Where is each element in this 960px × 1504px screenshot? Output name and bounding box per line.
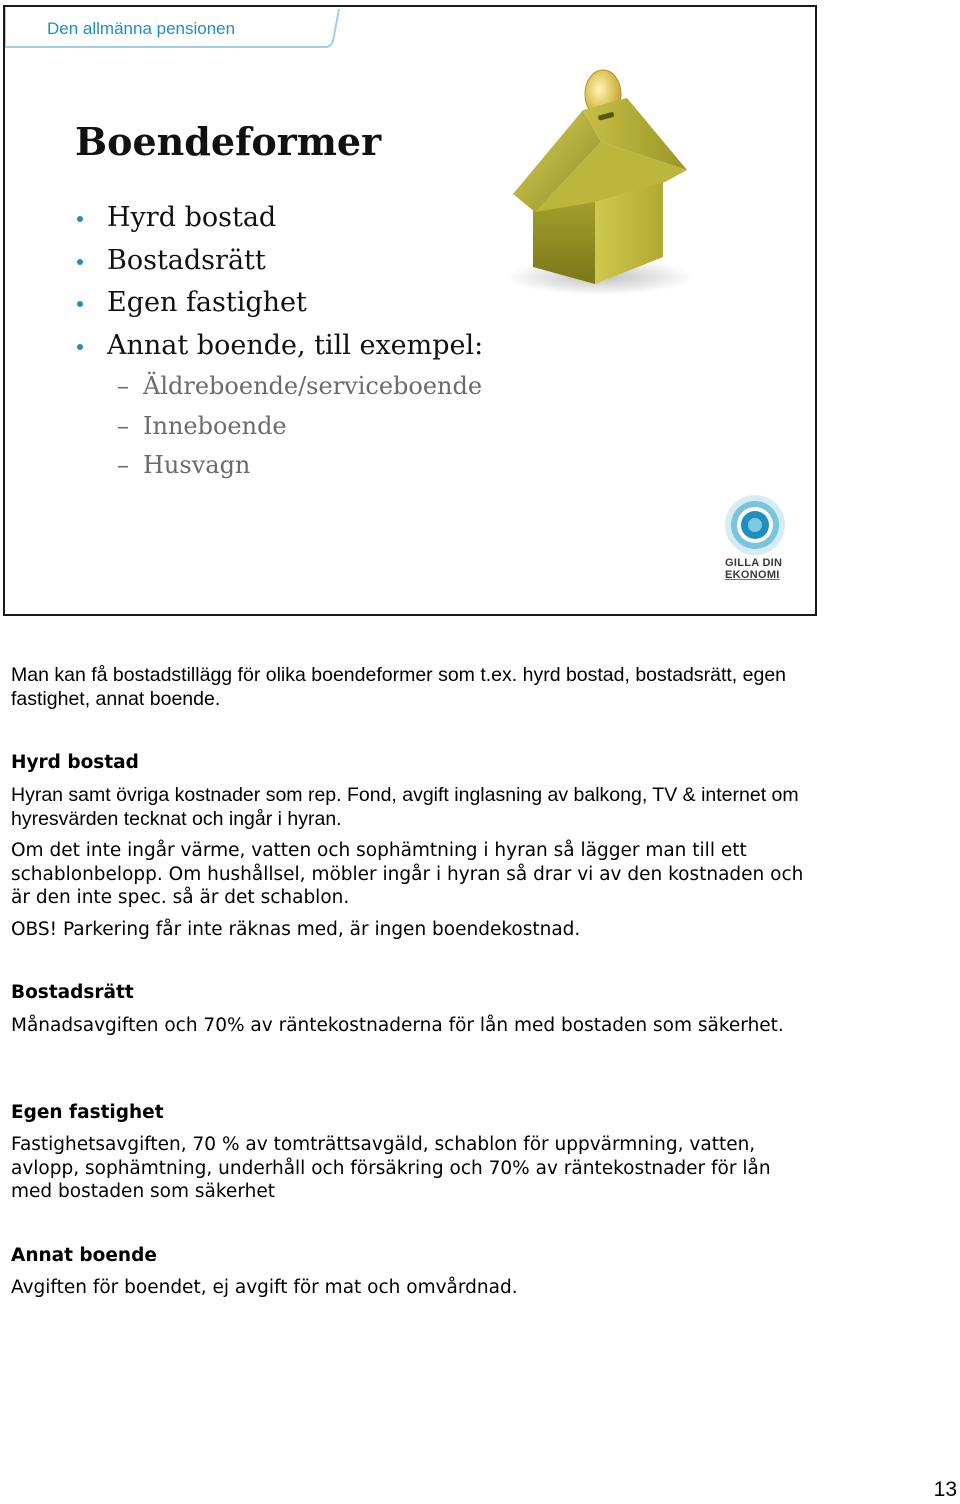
dash-icon: –: [117, 451, 129, 479]
section-tab: [5, 7, 345, 51]
heading-hyrd-bostad: Hyrd bostad: [11, 752, 139, 773]
bostadsratt-text: Månadsavgiften och 70% av räntekostnaderna för lån med bostaden som säkerhet.: [11, 1015, 784, 1036]
slide: [3, 5, 817, 616]
heading-bostadsratt: Bostadsrätt: [11, 982, 134, 1003]
sub-bullet-text: Inneboende: [143, 411, 287, 440]
bullet-list: [77, 199, 483, 369]
egen-fastighet-text: Fastighetsavgiften, 70 % av tomträttsavgäld, schablon för uppvärmning, vatten, avlopp, sophämtning, underhåll och försäkring och 70% av räntekostnader för lån med bostaden som säkerhet: [11, 1134, 771, 1202]
bullet-item: [77, 284, 483, 327]
sub-bullet-item: [117, 409, 482, 449]
gilla-din-ekonomi-logo: [717, 493, 799, 593]
bullet-item: [77, 199, 483, 242]
bullet-item: [77, 242, 483, 285]
notes-intro: Man kan få bostadstillägg för olika boendeformer som t.ex. hyrd bostad, bostadsrätt, egen fastighet, annat boende.: [11, 664, 787, 710]
sub-bullet-text: Husvagn: [143, 451, 251, 479]
section-label: Den allmänna pensionen: [47, 19, 236, 38]
bullet-dot-icon: [77, 344, 83, 350]
sub-bullet-item: [117, 369, 482, 409]
heading-annat-boende: Annat boende: [11, 1245, 157, 1266]
dash-icon: –: [117, 372, 129, 400]
annat-boende-text: Avgiften för boendet, ej avgift för mat och omvårdnad.: [11, 1277, 518, 1298]
bullet-text: Egen fastighet: [107, 287, 307, 318]
dash-icon: –: [117, 411, 129, 440]
sub-bullet-list: [117, 369, 482, 488]
hyrd-bostad-text-1: Hyran samt övriga kostnader som rep. Fond, avgift inglasning av balkong, TV & internet om hyresvärden tecknat och ingår i hyran.: [11, 784, 799, 830]
bullet-text: Annat boende, till exempel:: [107, 329, 484, 361]
bullet-dot-icon: [77, 216, 83, 222]
bullet-text: Bostadsrätt: [107, 244, 266, 276]
logo-line-1: GILLA DIN: [725, 557, 783, 569]
page-number: 13: [933, 1478, 957, 1501]
hyrd-bostad-text-2: Om det inte ingår värme, vatten och sophämtning i hyran så lägger man till ett schablonbelopp. Om hushållsel, möbler ingår i hyran så drar vi av den kostnaden och är den inte spec. så är det schablon.: [11, 840, 804, 908]
heading-egen-fastighet: Egen fastighet: [11, 1102, 164, 1123]
bullet-item: [77, 327, 483, 370]
house-piggybank-image: [495, 62, 695, 302]
bullet-dot-icon: [77, 259, 83, 265]
bullet-text: Hyrd bostad: [107, 202, 277, 233]
logo-line-2: EKONOMI: [725, 569, 780, 581]
sub-bullet-text: Äldreboende/serviceboende: [143, 372, 483, 400]
sub-bullet-item: [117, 448, 482, 488]
slide-title: Boendeformer: [75, 119, 382, 164]
hyrd-bostad-text-3: OBS! Parkering får inte räknas med, är ingen boendekostnad.: [11, 919, 581, 940]
bullet-dot-icon: [77, 301, 83, 307]
